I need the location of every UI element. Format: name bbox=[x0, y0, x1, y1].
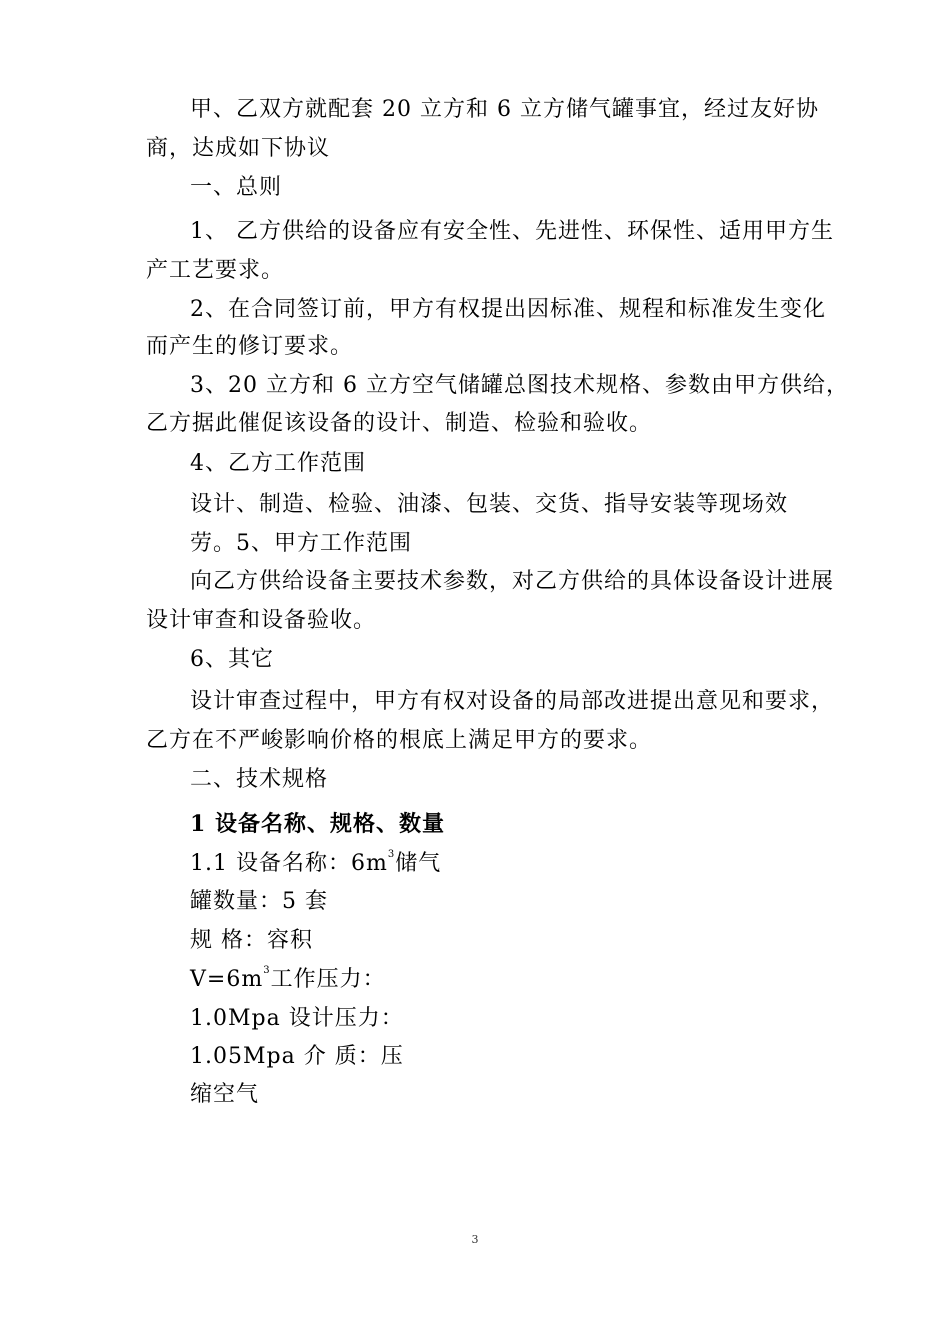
spec-line: 1.0Mpa 设计压力： bbox=[190, 1006, 404, 1031]
paragraph-line: 设计审查和设备验收。 bbox=[146, 608, 377, 633]
section-heading: 二、技术规格 bbox=[190, 767, 329, 792]
paragraph-line: 设计、制造、检验、油漆、包装、交货、指导安装等现场效 bbox=[190, 492, 789, 517]
spec-line: 罐数量：5 套 bbox=[190, 889, 328, 914]
spec-line bbox=[190, 966, 386, 994]
paragraph-line: 乙方在不严峻影响价格的根底上满足甲方的要求。 bbox=[146, 728, 653, 753]
paragraph-line: 1、 乙方供给的设备应有安全性、先进性、环保性、适用甲方生 bbox=[190, 219, 834, 244]
paragraph-line: 甲、乙双方就配套 20 立方和 6 立方储气罐事宜，经过友好协 bbox=[190, 97, 819, 122]
paragraph-line: 设计审查过程中，甲方有权对设备的局部改进提出意见和要求， bbox=[190, 689, 835, 714]
spec-text: 储气 bbox=[395, 851, 442, 876]
spec-text: 工作压力： bbox=[270, 967, 386, 992]
paragraph-line: 3、20 立方和 6 立方空气储罐总图技术规格、参数由甲方供给， bbox=[190, 373, 849, 398]
paragraph-line: 向乙方供给设备主要技术参数，对乙方供给的具体设备设计进展 bbox=[190, 569, 835, 594]
paragraph-line: 4、乙方工作范围 bbox=[190, 451, 366, 476]
unit-superscript: 3 bbox=[387, 849, 396, 860]
section-heading: 一、总则 bbox=[190, 175, 283, 200]
spec-line: 规 格：容积 bbox=[190, 928, 313, 953]
paragraph-line: 产工艺要求。 bbox=[146, 258, 285, 283]
paragraph-line: 而产生的修订要求。 bbox=[146, 334, 354, 359]
paragraph-line: 乙方据此催促该设备的设计、制造、检验和验收。 bbox=[146, 411, 653, 436]
paragraph-line: 2、在合同签订前，甲方有权提出因标准、规程和标准发生变化 bbox=[190, 297, 826, 322]
paragraph-line: 6、其它 bbox=[190, 647, 274, 672]
paragraph-line: 商，达成如下协议 bbox=[146, 136, 331, 161]
paragraph-line: 劳。5、甲方工作范围 bbox=[190, 531, 412, 556]
spec-line: 缩空气 bbox=[190, 1082, 260, 1107]
spec-line bbox=[190, 850, 441, 878]
spec-text: V=6m bbox=[190, 967, 264, 992]
subsection-heading: 1 设备名称、规格、数量 bbox=[190, 811, 445, 837]
unit-superscript: 3 bbox=[263, 965, 271, 976]
page-number: 3 bbox=[471, 1233, 479, 1246]
spec-text: 1.1 设备名称：6m bbox=[190, 851, 388, 876]
spec-line: 1.05Mpa 介 质：压 bbox=[190, 1044, 404, 1069]
